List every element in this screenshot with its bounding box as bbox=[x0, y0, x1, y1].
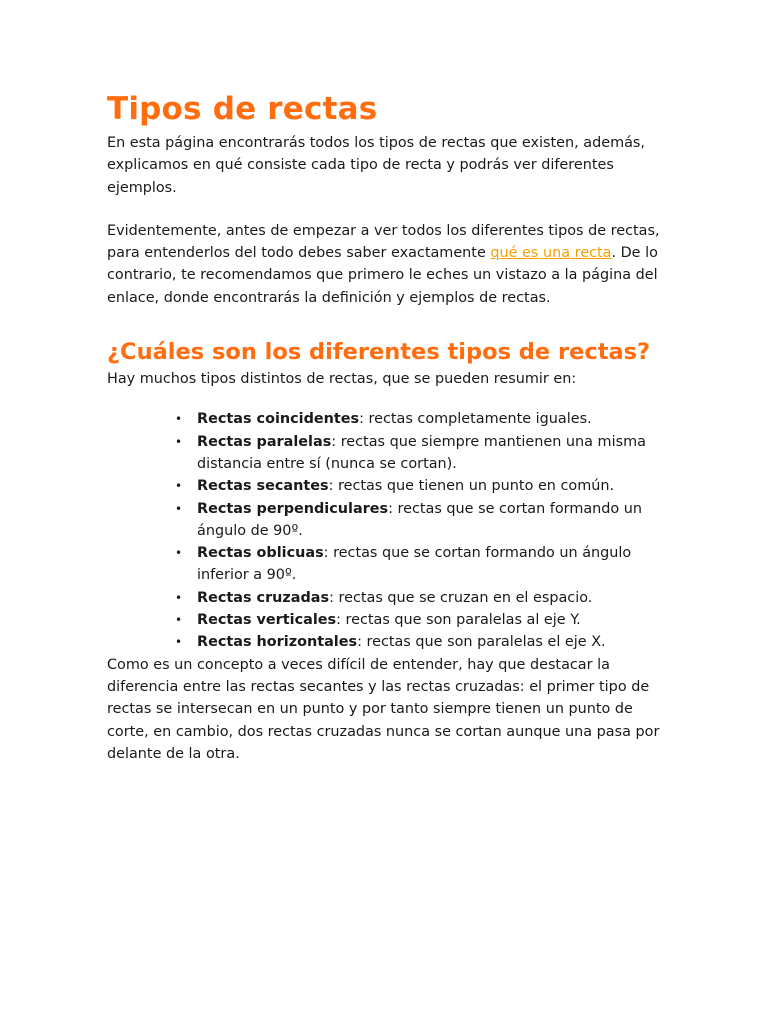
page-title: Tipos de rectas bbox=[107, 91, 378, 127]
list-item bbox=[175, 609, 668, 631]
list-item-term: Rectas secantes bbox=[197, 478, 329, 495]
list-item-desc: : rectas completamente iguales. bbox=[359, 411, 592, 428]
list-item-desc: : rectas que son paralelas al eje Y. bbox=[336, 612, 581, 629]
bullet-icon: • bbox=[175, 412, 183, 427]
list-item bbox=[175, 631, 668, 653]
list-item-term: Rectas verticales bbox=[197, 612, 337, 629]
section-heading: ¿Cuáles son los diferentes tipos de rectas? bbox=[107, 339, 651, 366]
bullet-icon: • bbox=[175, 635, 183, 650]
list-item-term: Rectas cruzadas bbox=[197, 589, 330, 606]
bullet-icon: • bbox=[175, 479, 183, 494]
bullet-icon: • bbox=[175, 590, 183, 605]
bullet-icon: • bbox=[175, 434, 183, 449]
list-item bbox=[175, 542, 668, 587]
list-item-term: Rectas perpendiculares bbox=[197, 500, 389, 517]
prerequisite-text-before: Evidentemente, antes de empezar a ver todos los diferentes tipos de rectas, para entenderlos del todo debes saber exactamente bbox=[107, 222, 660, 262]
list-item bbox=[175, 498, 668, 543]
bullet-icon: • bbox=[175, 546, 183, 561]
list-item-term: Rectas horizontales bbox=[197, 634, 358, 651]
bullet-icon: • bbox=[175, 501, 183, 516]
prerequisite-text-after: . De lo contrario, te recomendamos que primero le eches un vistazo a la página del enlace, donde encontrarás la definición y ejemplos de rectas. bbox=[107, 245, 658, 306]
list-item-desc: : rectas que se cortan formando un ángulo inferior a 90º. bbox=[197, 545, 632, 584]
prerequisite-paragraph bbox=[107, 220, 668, 309]
list-item-term: Rectas oblicuas bbox=[197, 545, 324, 562]
list-item-term: Rectas paralelas bbox=[197, 433, 332, 450]
list-item-desc: : rectas que siempre mantienen una misma distancia entre sí (nunca se cortan). bbox=[197, 433, 646, 472]
closing-paragraph: Como es un concepto a veces difícil de entender, hay que destacar la diferencia entre las rectas secantes y las rectas cruzadas: el primer tipo de rectas se intersecan en un punto y por tanto siempre tienen un punto de corte, en cambio, dos rectas cruzadas nunca se cortan aunque una pasa por delante de la otra. bbox=[107, 656, 660, 762]
list-item bbox=[175, 587, 668, 609]
list-item bbox=[175, 408, 668, 430]
list-item-desc: : rectas que tienen un punto en común. bbox=[328, 478, 615, 495]
bullet-icon: • bbox=[175, 613, 183, 628]
intro-paragraph: En esta página encontrarás todos los tipos de rectas que existen, además, explicamos en qué consiste cada tipo de recta y podrás ver diferentes ejemplos. bbox=[107, 135, 645, 196]
list-item bbox=[175, 431, 668, 476]
recta-definition-link[interactable]: qué es una recta bbox=[490, 245, 612, 262]
list-lead: Hay muchos tipos distintos de rectas, que se pueden resumir en: bbox=[107, 371, 577, 388]
list-item-desc: : rectas que se cruzan en el espacio. bbox=[329, 589, 593, 606]
types-list bbox=[107, 408, 668, 653]
list-item-term: Rectas coincidentes bbox=[197, 411, 360, 428]
list-item-desc: : rectas que son paralelas el eje X. bbox=[357, 634, 606, 651]
list-item bbox=[175, 475, 668, 497]
list-item-desc: : rectas que se cortan formando un ángulo de 90º. bbox=[197, 500, 643, 539]
